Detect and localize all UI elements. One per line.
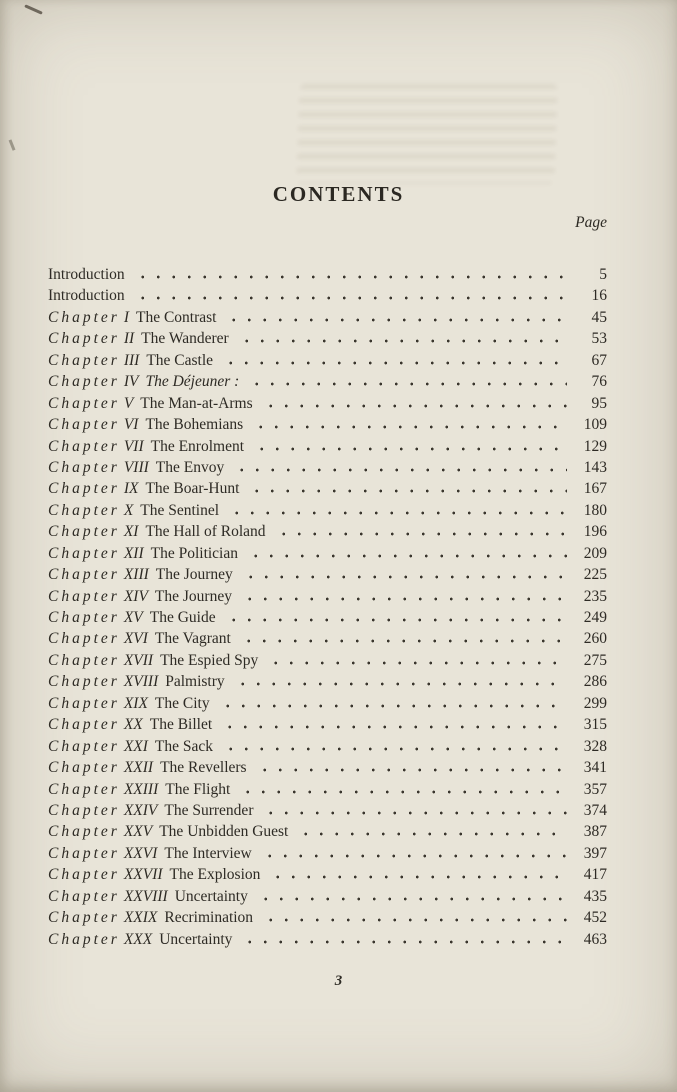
- entry-page-number: 16: [591, 287, 607, 305]
- entry-page-number: 315: [583, 716, 607, 734]
- dot-leader: [270, 875, 567, 879]
- toc-entry: [48, 521, 607, 542]
- chapter-title: The Espied Spy: [160, 651, 259, 669]
- dot-leader: [242, 940, 567, 944]
- chapter-title: Introduction: [48, 287, 125, 305]
- chapter-numeral: XXVIII: [123, 887, 168, 905]
- chapter-numeral: VII: [123, 437, 144, 455]
- chapter-numeral: XVII: [123, 651, 154, 669]
- chapter-numeral: III: [123, 351, 140, 369]
- bleed-through-ghost: [296, 84, 557, 184]
- chapter-word: Chapter: [48, 308, 120, 326]
- toc-entry: [48, 671, 607, 692]
- toc-entry: [48, 436, 607, 457]
- chapter-word: Chapter: [48, 373, 120, 391]
- chapter-title: The Castle: [146, 351, 214, 369]
- chapter-word: Chapter: [48, 437, 120, 455]
- dot-leader: [234, 468, 567, 472]
- chapter-title: The Journey: [154, 587, 232, 605]
- toc-entry: [48, 929, 607, 950]
- chapter-word: Chapter: [48, 523, 120, 541]
- chapter-word: Chapter: [48, 780, 120, 798]
- chapter-word: Chapter: [48, 544, 120, 562]
- chapter-title: The Surrender: [164, 801, 254, 819]
- chapter-numeral: XV: [123, 609, 143, 626]
- toc-entry: [48, 736, 607, 757]
- dot-leader: [254, 447, 567, 451]
- chapter-numeral: XVI: [123, 630, 148, 648]
- chapter-numeral: XVIII: [123, 673, 159, 691]
- chapter-word: Chapter: [48, 759, 120, 777]
- chapter-word: Chapter: [48, 416, 120, 434]
- toc-entry: [48, 264, 607, 285]
- dot-leader: [223, 361, 567, 365]
- chapter-title: The Boar-Hunt: [145, 480, 240, 498]
- entry-page-number: 53: [591, 330, 607, 348]
- chapter-title: The Politician: [150, 544, 238, 562]
- chapter-numeral: XXIX: [123, 909, 158, 927]
- chapter-title: Introduction: [48, 266, 125, 283]
- toc-list: [48, 264, 607, 950]
- dot-leader: [276, 532, 567, 536]
- chapter-word: Chapter: [48, 566, 120, 584]
- chapter-word: Chapter: [48, 330, 120, 348]
- entry-page-number: 417: [583, 866, 607, 884]
- chapter-title: The Hall of Roland: [145, 523, 266, 541]
- chapter-numeral: XX: [123, 716, 143, 734]
- chapter-word: Chapter: [48, 737, 120, 755]
- chapter-word: Chapter: [48, 394, 120, 412]
- toc-entry: [48, 714, 607, 735]
- chapter-title: The Revellers: [160, 759, 247, 777]
- chapter-title: The Unbidden Guest: [159, 823, 289, 841]
- page-title: CONTENTS: [272, 182, 405, 206]
- chapter-word: Chapter: [48, 630, 120, 648]
- chapter-word: Chapter: [48, 716, 120, 734]
- chapter-title: The City: [154, 694, 210, 712]
- chapter-title: The Interview: [164, 844, 252, 862]
- chapter-numeral: I: [123, 308, 129, 326]
- chapter-word: Chapter: [48, 609, 120, 626]
- toc-entry: [48, 864, 607, 885]
- toc-entry: [48, 543, 607, 564]
- toc-entry: [48, 821, 607, 842]
- chapter-title: The Contrast: [135, 308, 217, 326]
- toc-entry: [48, 500, 607, 521]
- toc-entry: [48, 628, 607, 649]
- chapter-numeral: XXX: [123, 930, 153, 948]
- entry-page-number: 397: [583, 844, 607, 862]
- chapter-title: Uncertainty: [159, 930, 233, 948]
- chapter-word: Chapter: [48, 501, 120, 519]
- toc-entry: [48, 907, 607, 928]
- dot-leader: [263, 811, 567, 815]
- dot-leader: [263, 918, 567, 922]
- ink-smudge-mark: [24, 4, 43, 14]
- chapter-numeral: XIX: [123, 694, 148, 712]
- toc-entry: [48, 757, 607, 778]
- chapter-numeral: XXVII: [123, 866, 163, 884]
- toc-entry: [48, 350, 607, 371]
- page-column-label: Page: [575, 214, 607, 231]
- chapter-title: The Guide: [149, 609, 216, 626]
- chapter-numeral: IX: [123, 480, 139, 498]
- dot-leader: [298, 832, 567, 836]
- entry-page-number: 387: [583, 823, 607, 841]
- dot-leader: [240, 790, 567, 794]
- chapter-word: Chapter: [48, 844, 120, 862]
- chapter-word: Chapter: [48, 823, 120, 841]
- chapter-word: Chapter: [48, 651, 120, 669]
- dot-leader: [235, 682, 567, 686]
- edge-pen-mark: [0, 139, 15, 155]
- entry-page-number: 328: [583, 737, 607, 755]
- entry-page-number: 463: [583, 930, 607, 948]
- chapter-title: The Wanderer: [141, 330, 229, 348]
- dot-leader: [243, 575, 567, 579]
- dot-leader: [248, 554, 567, 558]
- dot-leader: [135, 296, 567, 300]
- toc-entry: [48, 285, 607, 306]
- chapter-numeral: XIII: [123, 566, 149, 584]
- dot-leader: [257, 768, 567, 772]
- chapter-numeral: XXII: [123, 759, 154, 777]
- chapter-title: The Man-at-Arms: [140, 394, 253, 412]
- entry-page-number: 341: [583, 759, 607, 777]
- entry-page-number: 357: [583, 780, 607, 798]
- dot-leader: [223, 747, 567, 751]
- dot-leader: [220, 704, 567, 708]
- entry-page-number: 67: [591, 351, 607, 369]
- entry-page-number: 209: [583, 544, 607, 562]
- chapter-title: Palmistry: [165, 673, 225, 691]
- chapter-word: Chapter: [48, 587, 120, 605]
- chapter-numeral: XXIII: [123, 780, 159, 798]
- entry-page-number: 452: [583, 909, 607, 927]
- chapter-numeral: VI: [123, 416, 139, 434]
- entry-page-number: 129: [583, 437, 607, 455]
- chapter-title: Recrimination: [164, 909, 254, 927]
- chapter-title: The Explosion: [169, 866, 261, 884]
- entry-page-number: 143: [583, 458, 607, 476]
- dot-leader: [253, 425, 567, 429]
- chapter-numeral: II: [123, 330, 135, 348]
- chapter-word: Chapter: [48, 694, 120, 712]
- dot-leader: [229, 511, 567, 515]
- dot-leader: [249, 382, 567, 386]
- entry-page-number: 435: [583, 887, 607, 905]
- dot-leader: [249, 489, 567, 493]
- chapter-word: Chapter: [48, 801, 120, 819]
- toc-entry: [48, 650, 607, 671]
- chapter-numeral: XXIV: [123, 801, 158, 819]
- dot-leader: [262, 854, 567, 858]
- chapter-numeral: XII: [123, 544, 144, 562]
- chapter-title: The Journey: [155, 566, 233, 584]
- chapter-numeral: X: [123, 501, 134, 519]
- entry-page-number: 275: [583, 651, 607, 669]
- toc-entry: [48, 414, 607, 435]
- entry-page-number: 180: [583, 501, 607, 519]
- chapter-numeral: IV: [123, 373, 139, 391]
- chapter-word: Chapter: [48, 909, 120, 927]
- folio-page-number: 3: [334, 973, 343, 989]
- chapter-numeral: XI: [123, 523, 139, 541]
- chapter-title: The Vagrant: [154, 630, 231, 648]
- toc-entry: [48, 457, 607, 478]
- entry-page-number: 196: [583, 523, 607, 541]
- chapter-word: Chapter: [48, 458, 120, 476]
- entry-page-number: 76: [591, 373, 607, 391]
- toc-entry: [48, 779, 607, 800]
- toc-entry: [48, 371, 607, 392]
- toc-entry: [48, 886, 607, 907]
- chapter-title: Uncertainty: [174, 887, 248, 905]
- dot-leader: [222, 725, 567, 729]
- toc-entry: [48, 607, 607, 628]
- entry-page-number: 225: [583, 566, 607, 584]
- entry-page-number: 95: [591, 394, 607, 412]
- dot-leader: [226, 318, 567, 322]
- toc-entry: [48, 478, 607, 499]
- entry-page-number: 167: [583, 480, 607, 498]
- toc-entry: [48, 843, 607, 864]
- chapter-numeral: VIII: [123, 458, 149, 476]
- chapter-title: The Sentinel: [140, 501, 220, 519]
- chapter-title: The Bohemians: [145, 416, 244, 434]
- chapter-numeral: XXV: [123, 823, 153, 841]
- chapter-numeral: V: [123, 394, 134, 412]
- entry-page-number: 286: [583, 673, 607, 691]
- chapter-title: The Enrolment: [150, 437, 245, 455]
- entry-page-number: 109: [583, 416, 607, 434]
- chapter-title: The Sack: [154, 737, 214, 755]
- dot-leader: [226, 618, 567, 622]
- entry-page-number: 299: [583, 694, 607, 712]
- entry-page-number: 374: [583, 801, 607, 819]
- chapter-word: Chapter: [48, 351, 120, 369]
- chapter-word: Chapter: [48, 887, 120, 905]
- toc-entry: [48, 328, 607, 349]
- entry-page-number: 249: [583, 609, 607, 626]
- chapter-numeral: XXI: [123, 737, 148, 755]
- chapter-title: The Flight: [165, 780, 231, 798]
- dot-leader: [239, 339, 567, 343]
- chapter-word: Chapter: [48, 866, 120, 884]
- dot-leader: [268, 661, 567, 665]
- chapter-word: Chapter: [48, 673, 120, 691]
- dot-leader: [258, 897, 567, 901]
- entry-page-number: 235: [583, 587, 607, 605]
- chapter-title: The Billet: [149, 716, 213, 734]
- chapter-title: The Envoy: [155, 458, 225, 476]
- dot-leader: [135, 275, 567, 279]
- toc-entry: [48, 307, 607, 328]
- entry-page-number: 5: [599, 266, 607, 283]
- toc-entry: [48, 693, 607, 714]
- chapter-numeral: XXVI: [123, 844, 158, 862]
- chapter-word: Chapter: [48, 480, 120, 498]
- dot-leader: [241, 639, 567, 643]
- chapter-word: Chapter: [48, 930, 120, 948]
- chapter-title: The Déjeuner :: [145, 373, 240, 391]
- chapter-numeral: XIV: [123, 587, 148, 605]
- toc-entry: [48, 800, 607, 821]
- entry-page-number: 45: [591, 308, 607, 326]
- toc-entry: [48, 393, 607, 414]
- toc-entry: [48, 586, 607, 607]
- dot-leader: [242, 597, 567, 601]
- dot-leader: [263, 404, 567, 408]
- entry-page-number: 260: [583, 630, 607, 648]
- toc-entry: [48, 564, 607, 585]
